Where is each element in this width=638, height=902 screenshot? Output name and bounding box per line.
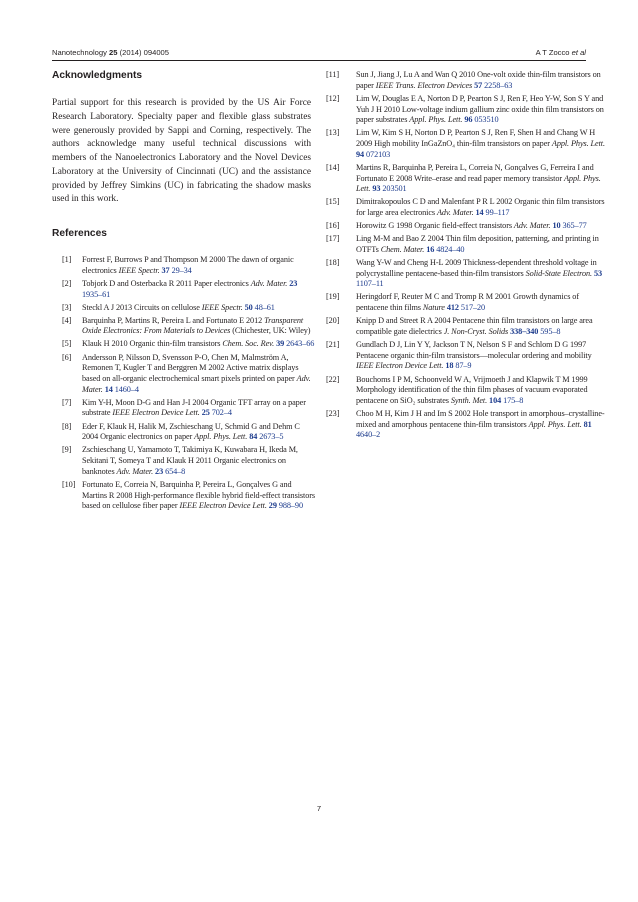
reference-journal: Chem. Mater. [380,244,425,254]
reference-number: [16] [326,221,340,231]
reference-journal: Solid-State Electron. [525,268,592,278]
reference-item [36,398,316,419]
reference-authors-title: Steckl A J 2013 Circuits on cellulose [82,302,202,312]
reference-volume-link[interactable]: 23 [155,466,164,476]
reference-number: [10] [62,479,76,489]
header-citation: Nanotechnology 25 (2014) 094005 [52,48,169,57]
reference-volume-link[interactable]: 96 [464,115,473,125]
reference-number: [2] [62,278,72,288]
reference-number: [19] [326,292,340,302]
reference-pages-link[interactable]: 702–4 [211,408,232,418]
reference-journal: Adv. Mater. [250,278,288,288]
reference-journal: Adv. Mater. [82,373,311,394]
reference-item [36,422,316,443]
reference-pages-link[interactable]: 517–20 [460,303,486,313]
reference-volume-link[interactable]: 23 [289,278,298,288]
reference-journal: IEEE Electron Device Lett. [356,361,444,371]
reference-pages-link[interactable]: 654–8 [165,466,186,476]
reference-journal: Chem. Soc. Rev. [222,339,275,349]
reference-pages-link[interactable]: 053510 [474,115,499,125]
reference-pages-link[interactable]: 99–117 [485,208,510,217]
reference-number: [3] [62,302,72,312]
reference-journal: J. Non-Cryst. Solids [443,326,509,336]
reference-authors-title: Lim W, Douglas E A, Norton D P, Pearton S J, Ren F, Heo Y-W, Son S Y and Yuh J H 2010 Low-voltage indium gallium zinc oxide thin film transistors on paper substrates [356,93,604,125]
reference-number: [6] [62,352,72,362]
reference-number: [20] [326,316,340,326]
reference-item [326,340,606,372]
reference-pages-link[interactable]: 2258–63 [484,80,513,90]
reference-volume-link[interactable]: 53 [593,268,603,278]
reference-number: [15] [326,197,340,207]
page-number: 7 [316,804,322,813]
reference-authors-title: Eder F, Klauk H, Halik M, Zschieschang U, Schmid G and Dehm C 2004 Organic electronics on paper [82,421,300,442]
reference-authors-title: Ling M-M and Bao Z 2004 Thin film deposition, patterning, and printing in OTFTs [356,234,599,254]
references-list-left [36,255,316,514]
reference-number: [12] [326,93,340,103]
reference-authors-title: Barquinha P, Martins R, Pereira L and Fortunato E 2012 [82,315,265,325]
reference-pages-link[interactable]: 29–34 [171,265,192,275]
reference-journal: Synth. Met. [450,395,488,405]
reference-number: [5] [62,339,72,349]
reference-journal: Adv. Mater. [116,466,154,476]
header-authors: A T Zocco et al [535,48,586,57]
reference-item [326,316,606,337]
reference-pages-link[interactable]: 87–9 [455,361,472,371]
acknowledgments-text: Partial support for this research is provided by the US Air Force Research Laboratory. Specialty paper and flexible glass substrates were generously provided by Sappi and Corning, respectively. The authors acknowledge many useful technical discussions with members of the Nanoelectronics Laboratory and the Novel Devices Laboratory at the University of Cincinnati (UC) and the assistance provided by Jeffrey Simkins (UC) in fabricating the shadow masks used in this work. [52,98,311,205]
reference-journal: Adv. Mater. [436,208,474,217]
reference-item [326,163,606,195]
reference-volume-link[interactable]: 94 [356,149,365,159]
reference-authors-title: Kim Y-H, Moon D-G and Han J-I 2004 Organic TFT array on a paper substrate [82,397,306,418]
reference-number: [9] [62,445,72,455]
acknowledgments-heading: Acknowledgments [52,70,143,81]
reference-volume-link[interactable]: 18 [445,361,454,371]
reference-number: [8] [62,421,72,431]
reference-number: [14] [326,162,340,172]
reference-volume-link[interactable]: 338–340 [510,326,539,336]
reference-item [36,279,316,300]
reference-item [326,128,606,160]
reference-authors-title: Choo M H, Kim J H and Im S 2002 Hole transport in amorphous–crystalline-mixed and amorphous pentacene thin-film transistors [356,409,605,429]
reference-journal: IEEE Electron Device Lett. [179,501,267,511]
reference-item [326,70,606,91]
reference-number: [23] [326,409,340,419]
reference-pages-link[interactable]: 203501 [382,184,407,194]
reference-authors-title: Dimitrakopoulos C D and Malenfant P R L 2002 Organic thin film transistors for large area electronics [356,197,605,217]
reference-volume-link[interactable]: 412 [446,303,459,313]
reference-publisher: (Chichester, UK: Wiley) [230,326,311,336]
reference-authors-title: Fortunato E, Correia N, Barquinha P, Pereira L, Gonçalves G and Martins R 2008 High-performance flexible hybrid field-effect transistors based on cellulose fiber paper [82,479,315,511]
reference-journal: IEEE Electron Device Lett. [112,408,200,418]
reference-pages-link[interactable]: 1460–4 [114,384,139,394]
reference-item [36,480,316,512]
reference-journal: Appl. Phys. Lett. [528,419,582,429]
reference-number: [21] [326,340,340,350]
reference-journal: IEEE Spectr. [118,265,160,275]
reference-journal: IEEE Trans. Electron Devices [375,80,473,90]
reference-authors-title: Forrest F, Burrows P and Thompson M 2000 The dawn of organic electronics [82,255,294,275]
reference-volume-link[interactable]: 25 [201,408,210,418]
reference-number: [11] [326,70,340,79]
reference-item [36,255,316,276]
reference-authors-title: Zschieschang U, Yamamoto T, Takimiya K, Kuwabara H, Ikeda M, Sekitani T, Someya T and Klauk H 2011 Organic electronics on banknotes [82,445,298,476]
reference-authors-title: Wang Y-W and Cheng H-L 2009 Thickness-dependent threshold voltage in polycrystalline pentacene-based thin-film transistors [356,257,597,278]
reference-number: [17] [326,234,340,244]
reference-item [326,258,606,290]
reference-volume-link[interactable]: 93 [372,184,381,194]
reference-journal: Appl. Phys. Lett. [409,115,463,125]
references-heading: References [52,228,107,239]
reference-authors-title: Gundlach D J, Lin Y Y, Jackson T N, Nelson S F and Schlom D G 1997 Pentacene organic thin-film transistors—molecular ordering and mobility [356,340,592,360]
reference-pages-link[interactable]: 2673–5 [259,432,284,442]
reference-item [36,339,316,350]
reference-number: [1] [62,255,72,264]
reference-number: [7] [62,397,72,407]
reference-item [326,197,606,218]
reference-volume-link[interactable]: 14 [475,208,484,217]
reference-journal: Nature [422,303,445,313]
header-rule [52,60,586,61]
reference-authors-title: Sun J, Jiang J, Lu A and Wan Q 2010 One-volt oxide thin-film transistors on paper [356,70,601,90]
reference-volume-link[interactable]: 104 [489,395,502,405]
reference-pages-link[interactable]: 072103 [366,149,391,159]
reference-item [326,409,606,441]
reference-authors-title: Andersson P, Nilsson D, Svensson P-O, Chen M, Malmström A, Remonen T, Kugler T and Berggren M 2002 Active matrix displays based on all-organic electrochemical smart pixels printed on paper [82,352,299,383]
reference-journal: Appl. Phys. Lett. [356,173,601,194]
reference-pages-link[interactable]: 4824–40 [436,244,465,254]
reference-volume-link[interactable]: 37 [161,265,170,275]
reference-volume-link[interactable]: 39 [276,339,285,349]
reference-journal: Appl. Phys. Lett. [194,432,248,442]
running-header [52,48,586,60]
references-list-right [326,70,606,444]
reference-item [326,292,606,313]
reference-item [36,316,316,337]
reference-authors-title: Horowitz G 1998 Organic field-effect transistors [356,221,514,231]
reference-item [326,221,606,232]
reference-pages-link[interactable]: 988–90 [278,501,303,511]
reference-item [326,234,606,255]
reference-authors-title: Martins R, Barquinha P, Pereira L, Correia N, Gonçalves G, Ferreira I and Fortunato E 2008 Write–erase and read paper memory transistor [356,162,594,183]
reference-journal: Transparent Oxide Electronics: From Materials to Devices [82,315,304,336]
reference-pages-link[interactable]: 2643–66 [286,339,315,349]
reference-authors-title: Tobjork D and Osterbacka R 2011 Paper electronics [82,278,251,288]
reference-number: [18] [326,257,340,267]
reference-journal: Adv. Mater. [513,221,551,231]
reference-volume-link[interactable]: 14 [104,384,113,394]
reference-authors-title: Heringdorf F, Reuter M C and Tromp R M 2001 Growth dynamics of pentacene thin films [356,292,579,313]
reference-number: [13] [326,128,340,138]
reference-volume-link[interactable]: 57 [474,80,483,90]
reference-pages-link[interactable]: 48–61 [254,302,275,312]
reference-authors-title: Knipp D and Street R A 2004 Pentacene thin film transistors on large area compatible gate dielectrics [356,316,593,336]
reference-volume-link[interactable]: 29 [268,501,277,511]
reference-authors-title: Lim W, Kim S H, Norton D P, Pearton S J, Ren F, Shen H and Chang W H 2009 High mobility InGaZnO₄ thin-film transistors on paper [356,128,596,148]
reference-journal: IEEE Spectr. [201,302,243,312]
reference-item [36,353,316,396]
reference-pages-link[interactable]: 4640–2 [356,430,381,440]
reference-number: [22] [326,374,340,384]
reference-volume-link[interactable]: 16 [426,244,435,254]
reference-volume-link[interactable]: 81 [583,419,592,429]
reference-pages-link[interactable]: 1935–61 [82,289,111,299]
reference-pages-link[interactable]: 595–8 [540,326,561,336]
reference-authors-title: Bouchoms I P M, Schoonveld W A, Vrijmoeth J and Klapwik T M 1999 Morphology identification of the thin film phases of vacuum evaporated pentacene on SiO₂ substrates [356,374,588,405]
reference-item [36,303,316,314]
reference-journal: Appl. Phys. Lett. [551,139,605,148]
reference-pages-link[interactable]: 365–77 [562,221,587,231]
reference-item [326,375,606,407]
reference-item [36,445,316,477]
reference-pages-link[interactable]: 175–8 [503,395,524,405]
reference-volume-link[interactable]: 10 [552,221,561,231]
reference-pages-link[interactable]: 1107–11 [356,279,384,289]
reference-item [326,94,606,126]
reference-number: [4] [62,315,72,325]
reference-volume-link[interactable]: 50 [244,302,253,312]
reference-authors-title: Klauk H 2010 Organic thin-film transistors [82,339,223,349]
reference-volume-link[interactable]: 84 [249,432,258,442]
